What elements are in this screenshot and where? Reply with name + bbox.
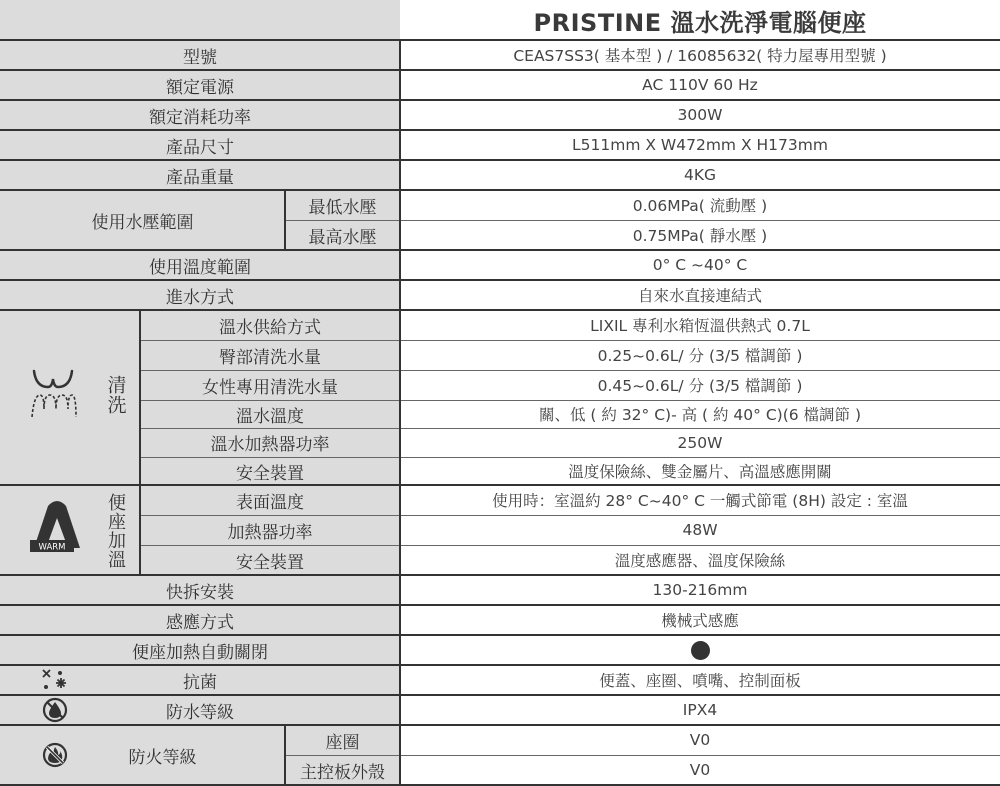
label-min-pressure: 最低水壓	[285, 190, 400, 220]
value-max-pressure: 0.75MPa( 靜水壓 )	[400, 220, 1000, 250]
value-quick-release: 130-216mm	[400, 575, 1000, 605]
row-divider	[0, 694, 1000, 696]
row-divider	[0, 99, 1000, 101]
row-divider	[0, 484, 1000, 486]
value-surface-temperature: 使用時：室溫約 28° C~40° C 一觸式節電 (8H) 設定 : 室溫	[400, 485, 1000, 515]
value-control-board-housing: V0	[400, 755, 1000, 785]
row-divider	[0, 574, 1000, 576]
label-model: 型號	[0, 40, 400, 70]
label-warm-water-supply: 溫水供給方式	[140, 310, 400, 340]
subrow-divider	[285, 755, 1000, 756]
label-feminine-wash-volume: 女性專用清洗水量	[140, 370, 400, 400]
label-seat-auto-off: 便座加熱自動關閉	[0, 635, 400, 665]
row-divider	[0, 249, 1000, 251]
group-fire-rating: 防火等級	[0, 725, 285, 785]
label-seat-ring: 座圈	[285, 725, 400, 755]
antibacterial-icon	[40, 667, 70, 693]
value-dimensions: L511mm X W472mm X H173mm	[400, 130, 1000, 160]
value-weight: 4KG	[400, 160, 1000, 190]
value-seat-auto-off	[400, 635, 1000, 665]
subrow-divider	[140, 457, 1000, 458]
value-temp-range: 0° C ~40° C	[400, 250, 1000, 280]
filled-dot-icon	[691, 641, 710, 660]
waterproof-icon	[42, 697, 68, 723]
row-divider	[0, 664, 1000, 666]
value-antibacterial: 便蓋、座圈、噴嘴、控制面板	[400, 665, 1000, 695]
label-rated-power-consumption: 額定消耗功率	[0, 100, 400, 130]
value-sensing-method: 機械式感應	[400, 605, 1000, 635]
label-temp-range: 使用溫度範圍	[0, 250, 400, 280]
label-water-temperature: 溫水溫度	[140, 400, 400, 428]
value-seat-ring: V0	[400, 725, 1000, 755]
value-water-heater-power: 250W	[400, 428, 1000, 457]
column-divider	[139, 310, 140, 575]
warm-badge-text: WARM	[38, 542, 66, 553]
group-washing-label: 清洗	[104, 375, 127, 415]
value-waterproof: IPX4	[400, 695, 1000, 725]
header-blank	[0, 0, 400, 40]
subrow-divider	[140, 370, 1000, 371]
row-divider	[0, 634, 1000, 636]
product-title: PRISTINE 溫水洗淨電腦便座	[400, 0, 1000, 40]
subrow-divider	[140, 515, 1000, 516]
value-seat-heater-power: 48W	[400, 515, 1000, 545]
value-model: CEAS7SS3( 基本型 ) / 16085632( 特力屋專用型號 )	[400, 40, 1000, 70]
row-divider	[0, 309, 1000, 311]
label-max-pressure: 最高水壓	[285, 220, 400, 250]
row-divider	[0, 39, 1000, 41]
subrow-divider	[140, 400, 1000, 401]
group-seat-heating-label: 便座加溫	[105, 492, 126, 569]
label-sensing-method: 感應方式	[0, 605, 400, 635]
column-divider	[284, 725, 285, 785]
value-rear-wash-volume: 0.25~0.6L/ 分 (3/5 檔調節 )	[400, 340, 1000, 370]
label-quick-release: 快拆安裝	[0, 575, 400, 605]
value-min-pressure: 0.06MPa( 流動壓 )	[400, 190, 1000, 220]
row-divider	[0, 189, 1000, 191]
subrow-divider	[140, 428, 1000, 429]
column-divider	[284, 190, 285, 250]
fireproof-icon	[42, 742, 68, 768]
label-surface-temperature: 表面溫度	[140, 485, 400, 515]
label-rear-wash-volume: 臀部清洗水量	[140, 340, 400, 370]
label-water-inlet: 進水方式	[0, 280, 400, 310]
column-divider	[399, 40, 400, 785]
warm-seat-icon	[28, 492, 86, 554]
value-rated-power-source: AC 110V 60 Hz	[400, 70, 1000, 100]
value-feminine-wash-volume: 0.45~0.6L/ 分 (3/5 檔調節 )	[400, 370, 1000, 400]
label-weight: 產品重量	[0, 160, 400, 190]
label-seat-heater-power: 加熱器功率	[140, 515, 400, 545]
row-divider	[0, 129, 1000, 131]
row-divider	[0, 159, 1000, 161]
label-rated-power-source: 額定電源	[0, 70, 400, 100]
subrow-divider	[285, 220, 1000, 221]
label-antibacterial: 抗菌	[0, 665, 400, 695]
group-water-pressure: 使用水壓範圍	[0, 190, 285, 250]
value-water-temperature: 關、低 ( 約 32° C)- 高 ( 約 40° C)(6 檔調節 )	[400, 400, 1000, 428]
subrow-divider	[140, 545, 1000, 546]
row-divider	[0, 724, 1000, 726]
label-wash-safety: 安全裝置	[140, 457, 400, 485]
label-control-board-housing: 主控板外殼	[285, 755, 400, 785]
subrow-divider	[140, 340, 1000, 341]
value-water-inlet: 自來水直接連結式	[400, 280, 1000, 310]
label-seat-safety: 安全裝置	[140, 545, 400, 575]
row-divider	[0, 69, 1000, 71]
spray-nozzle-icon	[22, 362, 84, 424]
label-dimensions: 產品尺寸	[0, 130, 400, 160]
row-divider	[0, 279, 1000, 281]
value-rated-power-consumption: 300W	[400, 100, 1000, 130]
label-water-heater-power: 溫水加熱器功率	[140, 428, 400, 457]
label-waterproof: 防水等級	[0, 695, 400, 725]
row-divider	[0, 604, 1000, 606]
value-warm-water-supply: LIXIL 專利水箱恆溫供熱式 0.7L	[400, 310, 1000, 340]
value-wash-safety: 溫度保險絲、雙金屬片、高溫感應開關	[400, 457, 1000, 485]
value-seat-safety: 溫度感應器、溫度保險絲	[400, 545, 1000, 575]
